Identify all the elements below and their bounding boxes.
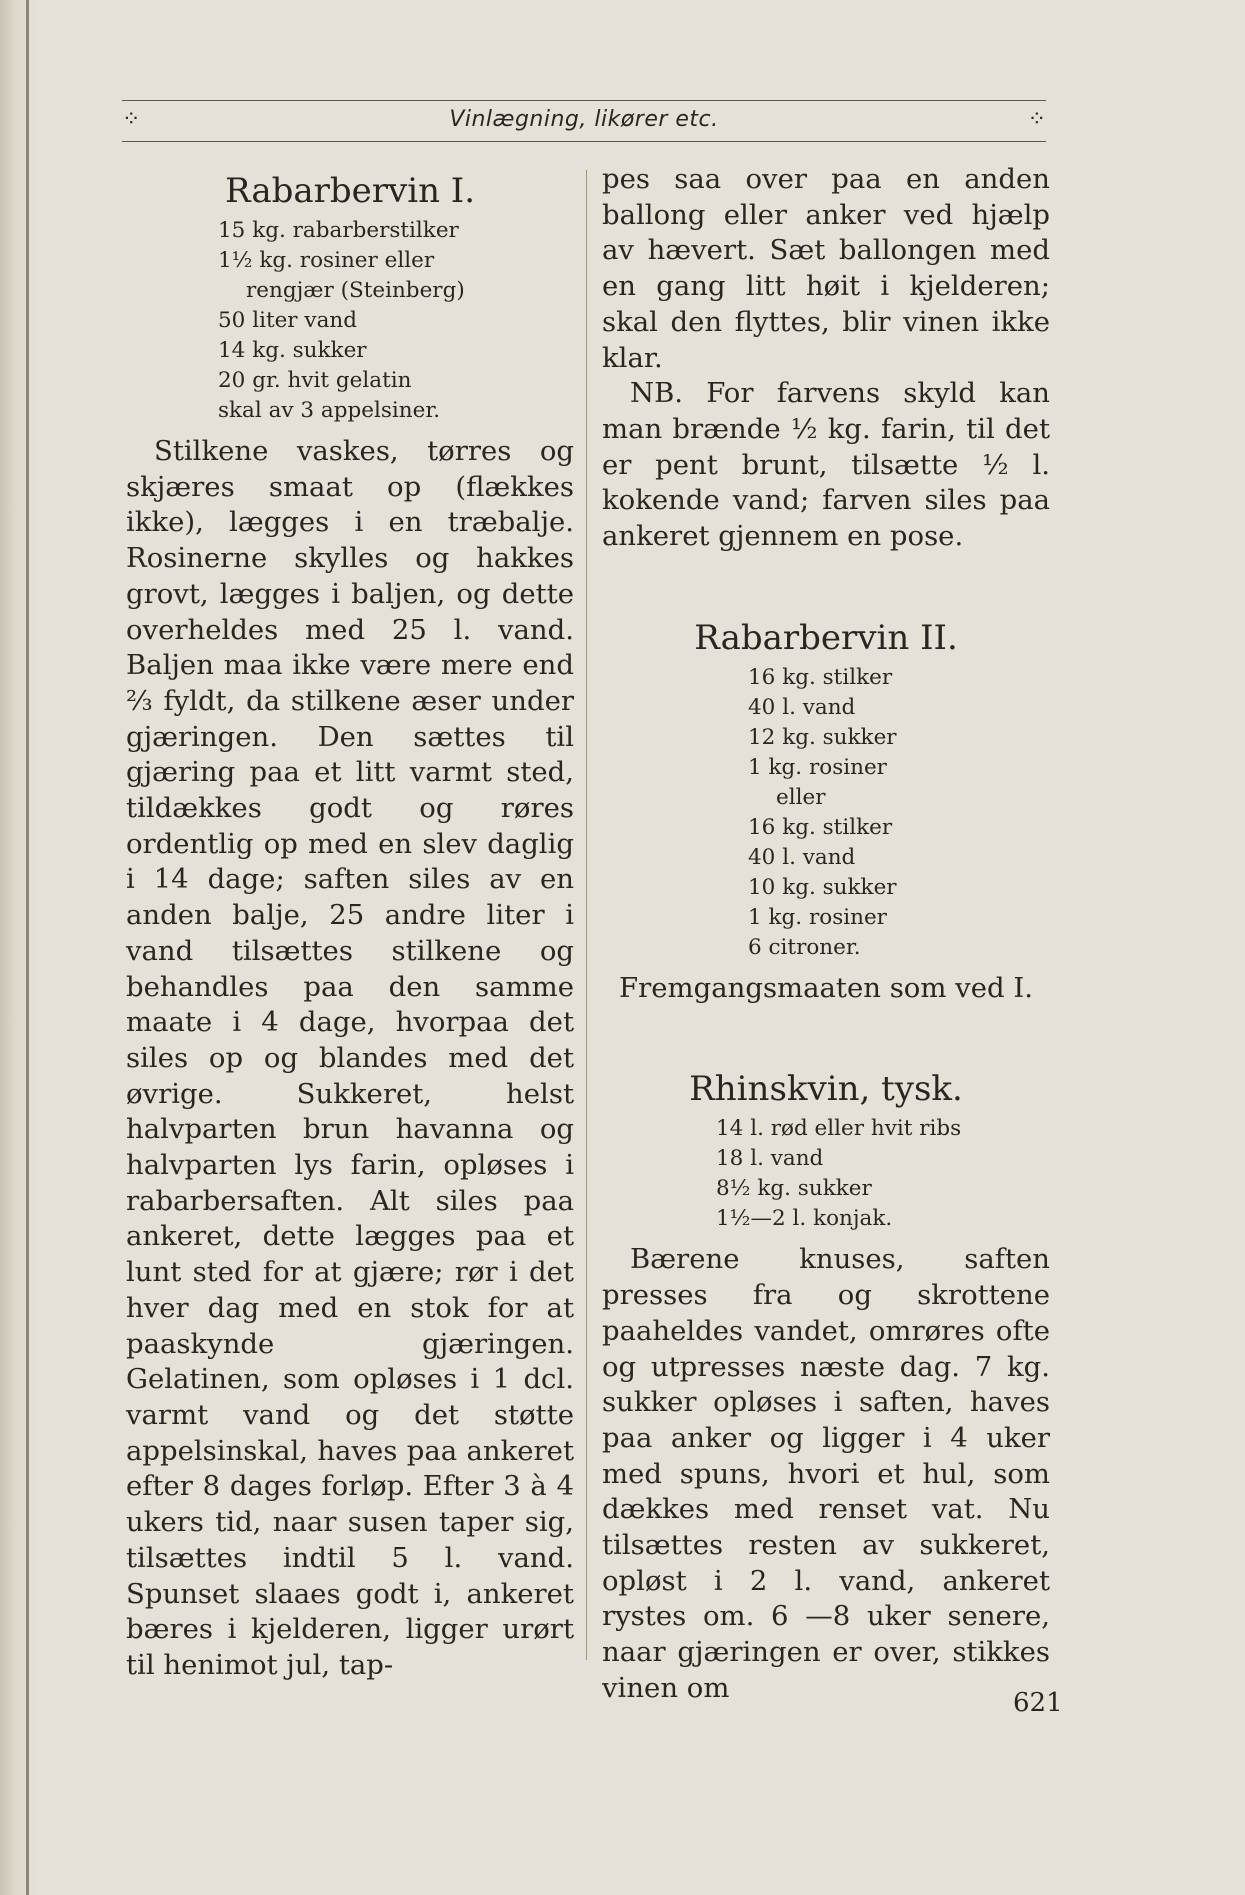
ingredient-item: eller [776,784,826,810]
ingredient-item: 6 citroner. [748,934,861,960]
ingredient-list-rhinskvin [602,1114,1050,1234]
recipe-text-rabarbervin-1: Stilkene vaskes, tørres og skjæres smaat op (flækkes ikke), lægges i en træbalje. Rosinerne skylles og hakkes grovt, lægges i baljen, og dette overheldes med 25 l. vand. Baljen maa ikke være mere end ⅔ fyldt, da stilkene æser under gjæringen. Den sættes til gjæring paa et litt varmt sted, tildækkes godt og røres ordentlig op med en slev daglig i 14 dage; saften siles av en anden balje, 25 andre liter i vand tilsættes stilkene og behandles paa den samme maate i 4 dage, hvorpaa det siles op og blandes med det øvrige. Sukkeret, helst halvparten brun havanna og halvparten lys farin, opløses i rabarbersaften. Alt siles paa ankeret, dette lægges paa et lunt sted for at gjære; rør i det hver dag med en stok for at paaskynde gjæringen. Gelatinen, som opløses i 1 dcl. varmt vand og det støtte appelsinskal, haves paa ankeret efter 8 dages forløp. Efter 3 à 4 ukers tid, naar susen taper sig, tilsættes indtil 5 l. vand. Spunset slaaes godt i, ankeret bæres i kjelderen, ligger urørt til henimot jul, tap- [126,435,574,1681]
recipe-text-continuation: pes saa over paa en anden ballong eller anker ved hjælp av hævert. Sæt ballongen med en gang litt høit i kjelderen; skal den flyttes, blir vinen ikke klar. [602,163,1050,374]
ingredient-item: 14 l. rød eller hvit ribs [716,1116,962,1142]
ingredient-item: skal av 3 appelsiner. [218,398,441,423]
recipe-text-rabarbervin-2: Fremgangsmaaten som ved I. [619,971,1033,1004]
ornament-left-icon: ⁘ [122,107,141,132]
book-spine-edge [26,0,29,1895]
ingredient-item: 16 kg. stilker [748,664,893,690]
ingredient-item: 8½ kg. sukker [716,1176,872,1202]
ingredient-item: rengjær (Steinberg) [246,278,465,303]
column-divider [586,170,587,1660]
ingredient-item: 40 l. vand [748,844,856,870]
running-header [122,100,1046,142]
ingredient-item: 1 kg. rosiner [748,904,887,930]
recipe-title-rabarbervin-2: Rabarbervin II. [694,617,958,658]
ingredient-item: 1½ kg. rosiner eller [218,248,435,273]
ingredient-item: 20 gr. hvit gelatin [218,368,412,393]
ingredient-list-rabarbervin-2 [602,663,1050,963]
ornament-right-icon: ⁘ [1027,107,1046,132]
book-spine-shadow [0,0,36,1895]
ingredient-item: 18 l. vand [716,1146,824,1172]
ingredient-item: 50 liter vand [218,308,357,333]
ingredient-item: 1½—2 l. konjak. [716,1206,893,1232]
ingredient-item: 14 kg. sukker [218,338,367,363]
right-column [602,162,1050,1707]
ingredient-item: 12 kg. sukker [748,724,897,750]
recipe-title-rabarbervin-1: Rabarbervin I. [224,171,476,211]
running-header-title: Vinlægning, likører etc. [449,107,719,132]
recipe-title-rhinskvin: Rhinskvin, tysk. [689,1069,963,1110]
ingredient-item: 10 kg. sukker [748,874,897,900]
recipe-text-rhinskvin: Bærene knuses, saften presses fra og skrottene paaheldes vandet, omrøres ofte og utpresses næste dag. 7 kg. sukker opløses i saften, haves paa anker og ligger i 4 uker med spuns, hvori et hul, som dækkes med renset vat. Nu tilsættes resten av sukkeret, opløst i 2 l. vand, ankeret rystes om. 6 —8 uker senere, naar gjæringen er over, stikkes vinen om [602,1243,1050,1704]
nb-note: NB. For farvens skyld kan man brænde ½ kg. farin, til det er pent brunt, tilsætte ½ l. kokende vand; farven siles paa ankeret gjennem en pose. [602,377,1050,553]
ingredient-item: 15 kg. rabarberstilker [218,218,459,243]
ingredient-item: 1 kg. rosiner [748,754,887,780]
ingredient-list-rabarbervin-1 [126,216,574,426]
left-column [126,168,574,1684]
ingredient-item: 16 kg. stilker [748,814,893,840]
ingredient-item: 40 l. vand [748,694,856,720]
page-number: 621 [1013,1688,1063,1718]
